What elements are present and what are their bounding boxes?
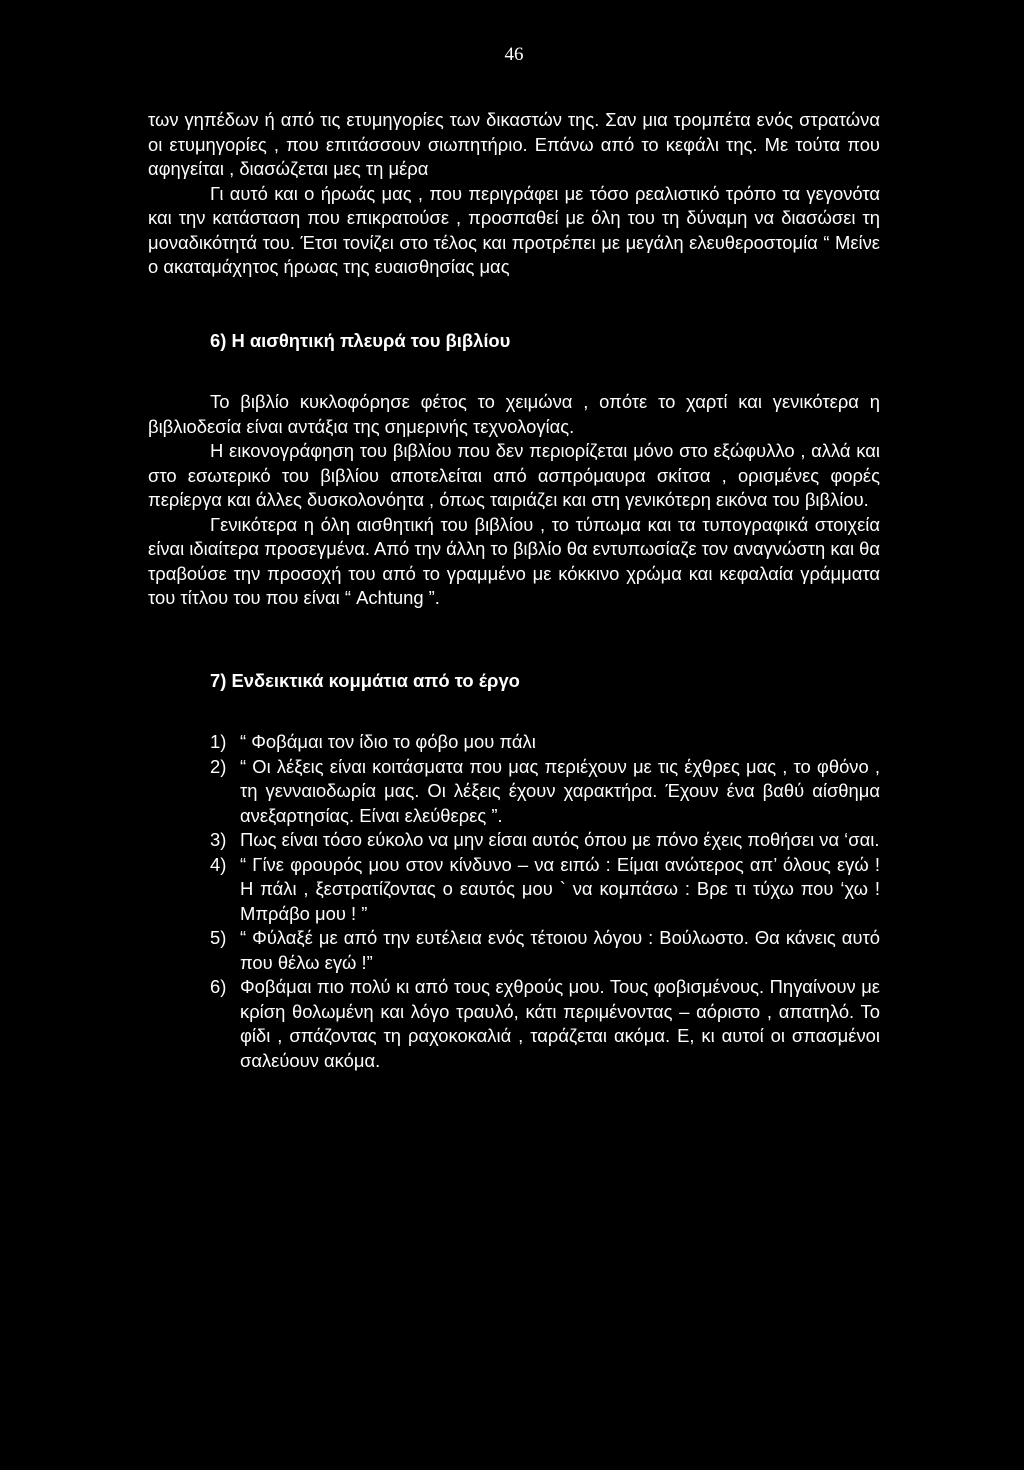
list-item: [148, 755, 880, 829]
list-item: [148, 975, 880, 1073]
list-item-number: 6): [210, 976, 227, 997]
list-item-text: “ Οι λέξεις είναι κοιτάσματα που μας περιέχουν με τις έχθρες μας , το φθόνο , τη γενναιοδωρία μας. Οι λέξεις έχουν χαρακτήρα. Έχουν ένα βαθύ αίσθημα ανεξαρτησίας. Είναι ελεύθερες ”.: [240, 755, 880, 826]
list-item-number: 5): [210, 927, 227, 948]
paragraph-hero-uniqueness: Γι αυτό και ο ήρωάς μας , που περιγράφει με τόσο ρεαλιστικό τρόπο τα γεγονότα και την κατάσταση που επικρατούσε , προσπαθεί με όλη του τη δύναμη να διασώσει τη μοναδικότητά του. Έτσι τονίζει στο τέλος και προτρέπει με μεγάλη ελευθεροστομία “ Μείνε ο ακαταμάχητος ήρωας της ευαισθησίας μας: [148, 182, 880, 277]
paragraph-typography: Γενικότερα η όλη αισθητική του βιβλίου , το τύπωμα και τα τυπογραφικά στοιχεία είναι ιδιαίτερα προσεγμένα. Από την άλλη το βιβλίο θα εντυπωσίαζε τον αναγνώστη και θα τραβούσε την προσοχή του από το γραμμένο με κόκκινο χρώμα και κεφαλαία γράμματα του τίτλου του που είναι “ Achtung ”.: [148, 513, 881, 608]
list-item-text: Πως είναι τόσο εύκολο να μην είσαι αυτός όπου με πόνο έχεις ποθήσει να ‘σαι.: [240, 829, 880, 850]
list-item: [148, 853, 880, 927]
list-item-text: “ Φύλαξέ με από την ευτέλεια ενός τέτοιου λόγου : Βούλωστο. Θα κάνεις αυτό που θέλω εγώ !”: [240, 927, 880, 973]
excerpts-list: [148, 730, 880, 1073]
paragraph-illustration: Η εικονογράφηση του βιβλίου που δεν περιορίζεται μόνο στο εξώφυλλο , αλλά και στο εσωτερικό του βιβλίου αποτελείται από ασπρόμαυρα σκίτσα , ορισμένες φορές περίεργα και άλλες δυσκολονόητα , όπως ταιριάζει και στη γενικότερη εικόνα του βιβλίου.: [148, 440, 880, 510]
list-item: [148, 828, 880, 853]
list-item-text: Φοβάμαι πιο πολύ κι από τους εχθρούς μου. Τους φοβισμένους. Πηγαίνουν με κρίση θολωμένη και λόγο τραυλό, κάτι περιμένοντας – αόριστο , απατηλό. Το φίδι , σπάζοντας τη ραχοκοκαλιά , ταράζεται ακόμα. Ε, κι αυτοί οι σπασμένοι σαλεύουν ακόμα.: [240, 976, 880, 1071]
list-item-text: “ Γίνε φρουρός μου στον κίνδυνο – να ειπώ : Είμαι ανώτερος απ’ όλους εγώ ! Η πάλι , ξεστρατίζοντας ο εαυτός μου ` να κομπάσω : Βρε τι τύχω που ‘χω ! Μπράβο μου ! ”: [240, 853, 880, 924]
section-heading-aesthetics: 6) Η αισθητική πλευρά του βιβλίου: [210, 329, 511, 351]
document-body: [148, 108, 880, 1073]
paragraph-continuation: των γηπέδων ή από τις ετυμηγορίες των δικαστών της. Σαν μια τρομπέτα ενός στρατώνα οι ετυμηγορίες , που επιτάσσουν σιωπητήριο. Επάνω από το κεφάλι της. Με τούτα που αφηγείται , διασώζεται μες τη μέρα: [148, 109, 880, 179]
paragraph-publication: Το βιβλίο κυκλοφόρησε φέτος το χειμώνα , οπότε το χαρτί και γενικότερα η βιβλιοδεσία είναι αντάξια της σημερινής τεχνολογίας.: [148, 391, 880, 437]
list-item: [148, 926, 880, 975]
page-number: 46: [504, 44, 524, 65]
list-item-number: 2): [210, 755, 227, 777]
list-item-number: 3): [210, 829, 227, 850]
list-item: [148, 730, 880, 755]
list-item-number: 1): [210, 731, 227, 752]
section-heading-excerpts: 7) Ενδεικτικά κομμάτια από το έργο: [210, 669, 520, 691]
list-item-number: 4): [210, 853, 227, 875]
list-item-text: “ Φοβάμαι τον ίδιο το φόβο μου πάλι: [240, 731, 536, 752]
